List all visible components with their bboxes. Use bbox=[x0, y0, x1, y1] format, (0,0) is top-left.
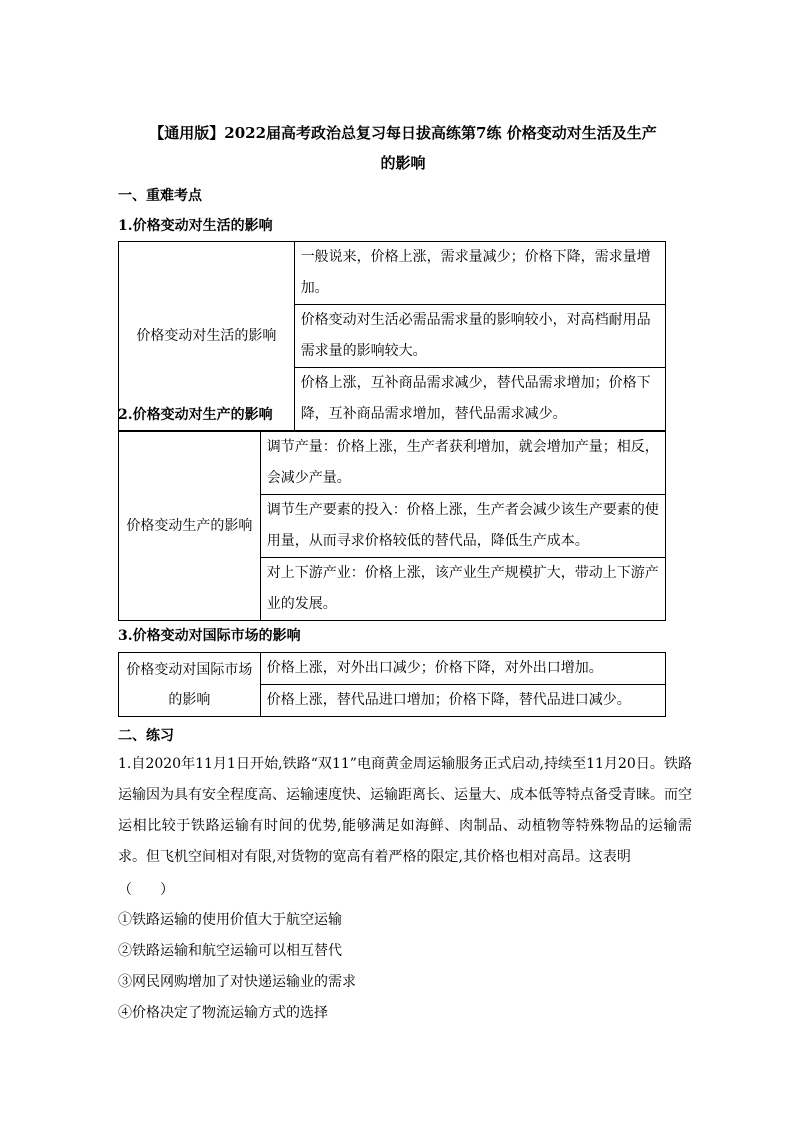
subheading-production-impact: 2.价格变动对生产的影响 bbox=[118, 407, 273, 423]
table-left-cell: 价格变动对国际市场的影响 bbox=[119, 653, 261, 717]
table-left-cell: 价格变动生产的影响 bbox=[119, 432, 261, 621]
table-production-impact bbox=[118, 431, 666, 621]
answer-blank: （ ） bbox=[118, 882, 174, 898]
table-life-impact bbox=[118, 241, 666, 431]
table-international-impact bbox=[118, 652, 666, 717]
title-line-1: 【通用版】2022届高考政治总复习每日拔高练第7练 价格变动对生活及生产 bbox=[149, 124, 657, 142]
question-text: 1.自2020年11月1日开始,铁路“双11”电商黄金周运输服务正式启动,持续至11月20日。铁路运输因为具有安全程度高、运输速度快、运输距离长、运量大、成本低等特点备受青睐。而空运相比较于铁路运输有时间的优势,能够满足如海鲜、肉制品、动植物等特殊物品的运输需求。但飞机空间相对有限,对货物的宽高有着严格的限定,其价格也相对高昂。这表明 bbox=[118, 756, 692, 865]
option-item: ②铁路运输和航空运输可以相互替代 bbox=[118, 943, 342, 959]
title-line-2: 的影响 bbox=[380, 154, 426, 172]
document-title bbox=[118, 118, 688, 178]
table-cell: 价格上涨，替代品进口增加；价格下降，替代品进口减少。 bbox=[260, 685, 665, 717]
section-heading-practice: 二、练习 bbox=[118, 728, 174, 744]
option-item: ④价格决定了物流运输方式的选择 bbox=[118, 1005, 328, 1021]
table-cell: 一般说来，价格上涨，需求量减少；价格下降，需求量增加。 bbox=[294, 242, 665, 305]
table-cell: 价格上涨，对外出口减少；价格下降，对外出口增加。 bbox=[260, 653, 665, 685]
option-item: ③网民网购增加了对快递运输业的需求 bbox=[118, 974, 356, 990]
table-cell: 调节生产要素的投入：价格上涨，生产者会减少该生产要素的使用量，从而寻求价格较低的替代品，降低生产成本。 bbox=[260, 495, 665, 558]
table-row bbox=[119, 242, 666, 305]
table-cell: 价格变动对生活必需品需求量的影响较小，对高档耐用品需求量的影响较大。 bbox=[294, 305, 665, 368]
table-left-cell: 价格变动对生活的影响 bbox=[119, 242, 295, 431]
section-heading-key-points: 一、重难考点 bbox=[118, 188, 202, 204]
table-row bbox=[119, 432, 666, 495]
subheading-life-impact: 1.价格变动对生活的影响 bbox=[118, 218, 273, 234]
option-item: ①铁路运输的使用价值大于航空运输 bbox=[118, 912, 342, 928]
table-cell: 价格上涨，互补商品需求减少，替代品需求增加；价格下降，互补商品需求增加，替代品需求减少。 bbox=[294, 368, 665, 431]
table-row bbox=[119, 653, 666, 685]
table-cell: 调节产量：价格上涨，生产者获利增加，就会增加产量；相反，会减少产量。 bbox=[260, 432, 665, 495]
table-cell: 对上下游产业：价格上涨，该产业生产规模扩大，带动上下游产业的发展。 bbox=[260, 558, 665, 621]
subheading-international-impact: 3.价格变动对国际市场的影响 bbox=[118, 628, 301, 644]
